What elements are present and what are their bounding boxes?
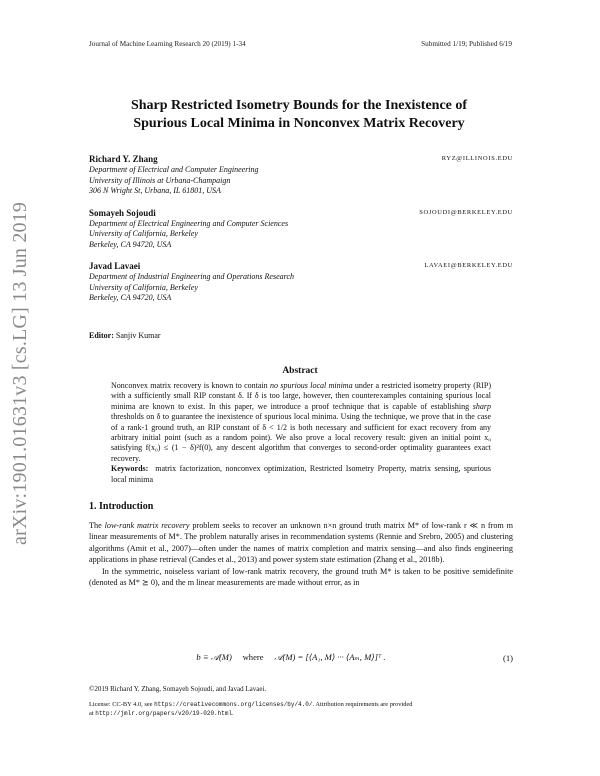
abstract-fragment: Nonconvex matrix recovery is known to contain xyxy=(111,381,270,390)
keywords-list: matrix factorization, nonconvex optimization, Restricted Isometry Property, matrix sensing, spurious local minima xyxy=(111,464,492,484)
abstract-heading: Abstract xyxy=(282,366,318,376)
license-text: at xyxy=(89,710,96,717)
abstract-fragment: thresholds on δ to guarantee the inexistence of spurious local minima. Using the technique, we prove that in the case of a rank-1 ground truth, an RIP constant of δ < 1/2 is both necessary and sufficient for exact recovery from any arbitrary initial point (such as a random point). We also prove a local recovery result: given an initial point x₀ satisfying f(x₀) ≤ (1 − δ)²f(0), any descent algorithm that converges to second-order optimality guarantees exact recovery. xyxy=(111,412,491,463)
abstract-fragment: under a restricted isometry property (RIP) with a sufficiently small RIP constant δ. If δ is too large, however, then counterexamples containing spurious local minima are known to exist. In this paper, we introduce a proof technique that is capable of establishing xyxy=(111,381,492,411)
affiliation-line: Department of Electrical and Computer Engineering xyxy=(89,165,259,174)
keywords xyxy=(111,464,491,485)
abstract-emphasis: no spurious local minima xyxy=(270,381,353,390)
license-link[interactable]: https://creativecommons.org/licenses/by/4.0/ xyxy=(154,701,313,708)
equation-number: (1) xyxy=(502,652,513,663)
author-name: Somayeh Sojoudi xyxy=(89,207,156,218)
abstract-text xyxy=(111,381,491,464)
intro-paragraph-2: In the symmetric, noiseless variant of low-rank matrix recovery, the ground truth M* is taken to be positive semidefinite (denoted as M* ⪰ 0), and the m linear measurements are made without error, as in xyxy=(89,566,513,588)
author-block xyxy=(89,153,513,314)
editor-name: Sanjiv Kumar xyxy=(115,331,161,340)
submission-dates: Submitted 1/19; Published 6/19 xyxy=(421,40,512,48)
author-2 xyxy=(89,207,513,251)
text-emphasis: low-rank matrix recovery xyxy=(104,521,190,530)
license-text: . xyxy=(232,710,234,717)
author-email[interactable]: SOJOUDI@BERKELEY.EDU xyxy=(419,208,513,216)
license-text: License: CC-BY 4.0, see xyxy=(89,701,155,708)
introduction-body xyxy=(89,520,513,588)
author-name: Javad Lavaei xyxy=(89,261,141,271)
copyright-line: ©2019 Richard Y. Zhang, Somayeh Sojoudi, and Javad Lavaei. xyxy=(89,685,267,693)
author-3 xyxy=(89,260,513,304)
intro-paragraph-1 xyxy=(89,520,513,566)
abstract-emphasis: sharp xyxy=(472,401,491,411)
paper-title xyxy=(70,97,528,133)
affiliation-line: Berkeley, CA 94720, USA xyxy=(89,293,172,302)
affiliation-line: University of Illinois at Urbana-Champaign xyxy=(89,175,231,185)
eq-where: where xyxy=(242,652,264,662)
eq-right: 𝒜(M) = [⟨A₁, M⟩ ··· ⟨Aₘ, M⟩]ᵀ . xyxy=(274,652,386,662)
license-note xyxy=(89,700,519,718)
license-text: . Attribution requirements are provided xyxy=(312,701,413,708)
equation-body xyxy=(89,652,493,663)
equation-1 xyxy=(89,652,513,663)
author-email[interactable]: RYZ@ILLINOIS.EDU xyxy=(441,155,513,162)
author-email[interactable]: LAVAEI@BERKELEY.EDU xyxy=(424,262,513,269)
arxiv-stamp: arXiv:1901.01631v3 [cs.LG] 13 Jun 2019 xyxy=(9,201,31,545)
affiliation-line: 306 N Wright St, Urbana, IL 61801, USA xyxy=(89,186,221,195)
paper-link[interactable]: http://jmlr.org/papers/v20/19-020.html xyxy=(95,710,233,717)
affiliation-line: University of California, Berkeley xyxy=(89,229,198,238)
affiliation-line: Department of Industrial Engineering and Operations Research xyxy=(89,272,295,281)
keywords-label: Keywords: xyxy=(111,464,149,474)
affiliation-line: Berkeley, CA 94720, USA xyxy=(89,239,172,249)
abstract-body xyxy=(111,381,491,485)
affiliation-line: University of California, Berkeley xyxy=(89,282,198,292)
author-1 xyxy=(89,153,513,197)
editor-label: Editor: xyxy=(89,331,114,340)
title-line-1: Sharp Restricted Isometry Bounds for the Inexistence of xyxy=(130,98,468,113)
text-fragment: problem seeks to recover an unknown n×n ground truth matrix M* of low-rank r ≪ n from m linear measurements of M*. The problem naturally arises in recommendation systems (Rennie and Srebro, 2005) and clustering algorithms (Amit et al., 2007)—often under the names of matrix completion and matrix sensing—and also finds engineering applications in phase retrieval (Candes et al., 2013) and power system state estimation (Zhang et al., 2018b). xyxy=(89,521,513,565)
affiliation-line: Department of Electrical Engineering and Computer Sciences xyxy=(89,218,289,228)
section-heading: 1. Introduction xyxy=(89,501,154,512)
editor-line xyxy=(89,331,161,340)
author-name: Richard Y. Zhang xyxy=(89,154,158,164)
title-line-2: Spurious Local Minima in Nonconvex Matrix Recovery xyxy=(133,116,465,131)
journal-header: Journal of Machine Learning Research 20 (2019) 1-34 xyxy=(89,40,246,48)
eq-left: b ≡ 𝒜(M) xyxy=(196,652,232,662)
text-fragment: The xyxy=(89,521,105,530)
